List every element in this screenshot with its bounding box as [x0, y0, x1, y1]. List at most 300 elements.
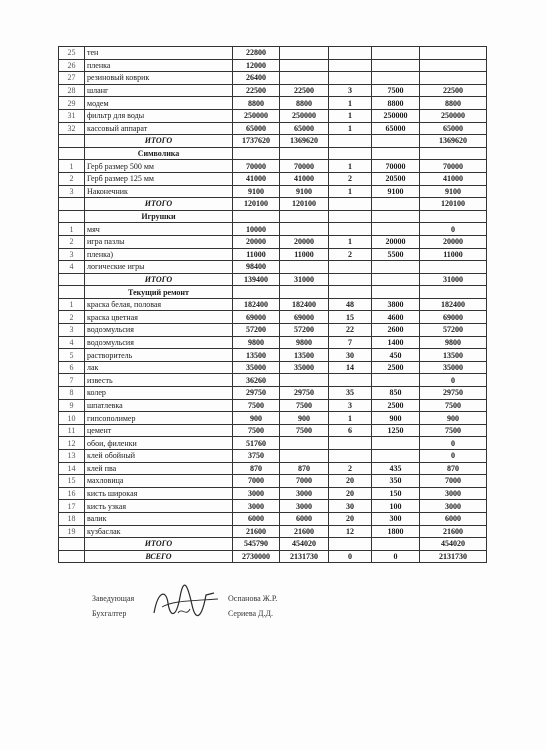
total-label-cell: ИТОГО [85, 198, 233, 211]
value-cell-c3 [329, 72, 372, 85]
value-cell-c5: 120100 [420, 198, 487, 211]
value-cell-c3 [329, 47, 372, 60]
table-row [59, 273, 487, 286]
value-cell-c1: 900 [233, 412, 280, 425]
item-name-cell: обои, филенки [85, 437, 233, 450]
row-number-cell: 1 [59, 160, 85, 173]
item-name-cell: краска белая, половая [85, 298, 233, 311]
item-name-cell: модем [85, 97, 233, 110]
item-name-cell: водоэмульсия [85, 324, 233, 337]
table-row [59, 450, 487, 463]
value-cell-c3: 12 [329, 525, 372, 538]
empty-cell [233, 147, 280, 160]
value-cell-c4 [372, 450, 420, 463]
table-row [59, 109, 487, 122]
value-cell-c3 [329, 273, 372, 286]
value-cell-c2 [280, 223, 329, 236]
item-name-cell: цемент [85, 424, 233, 437]
value-cell-c4: 7500 [372, 84, 420, 97]
value-cell-c3: 7 [329, 336, 372, 349]
row-number-cell: 32 [59, 122, 85, 135]
value-cell-c2 [280, 72, 329, 85]
value-cell-c2: 250000 [280, 109, 329, 122]
value-cell-c1: 3000 [233, 500, 280, 513]
item-name-cell: валик [85, 512, 233, 525]
total-label-cell: ИТОГО [85, 273, 233, 286]
row-number-cell: 4 [59, 336, 85, 349]
value-cell-c2: 11000 [280, 248, 329, 261]
value-cell-c4: 435 [372, 462, 420, 475]
value-cell-c2: 31000 [280, 273, 329, 286]
value-cell-c5: 900 [420, 412, 487, 425]
value-cell-c5: 22500 [420, 84, 487, 97]
value-cell-c1: 36260 [233, 374, 280, 387]
row-number-cell: 3 [59, 185, 85, 198]
table-row [59, 349, 487, 362]
value-cell-c2: 7000 [280, 475, 329, 488]
value-cell-c5: 8800 [420, 97, 487, 110]
value-cell-c2: 65000 [280, 122, 329, 135]
item-name-cell: игра пазлы [85, 235, 233, 248]
value-cell-c4: 100 [372, 500, 420, 513]
row-number-cell: 7 [59, 374, 85, 387]
value-cell-c3: 3 [329, 399, 372, 412]
value-cell-c5: 65000 [420, 122, 487, 135]
empty-cell [329, 210, 372, 223]
value-cell-c1: 3000 [233, 487, 280, 500]
value-cell-c5: 57200 [420, 324, 487, 337]
value-cell-c5: 69000 [420, 311, 487, 324]
table-row [59, 97, 487, 110]
value-cell-c5: 0 [420, 450, 487, 463]
item-name-cell: махловица [85, 475, 233, 488]
value-cell-c2: 1369620 [280, 135, 329, 148]
table-row [59, 160, 487, 173]
expense-table [58, 46, 487, 563]
value-cell-c3: 1 [329, 122, 372, 135]
value-cell-c5: 41000 [420, 172, 487, 185]
row-number-cell: 28 [59, 84, 85, 97]
row-number-cell: 1 [59, 223, 85, 236]
value-cell-c5 [420, 261, 487, 274]
empty-cell [329, 147, 372, 160]
value-cell-c5: 2131730 [420, 550, 487, 563]
table-row [59, 387, 487, 400]
value-cell-c4: 850 [372, 387, 420, 400]
value-cell-c5: 21600 [420, 525, 487, 538]
value-cell-c1: 8800 [233, 97, 280, 110]
row-number-cell: 2 [59, 235, 85, 248]
value-cell-c4: 150 [372, 487, 420, 500]
total-label-cell: ВСЕГО [85, 550, 233, 563]
value-cell-c5: 35000 [420, 361, 487, 374]
value-cell-c4 [372, 47, 420, 60]
value-cell-c1: 9100 [233, 185, 280, 198]
row-number-cell: 8 [59, 387, 85, 400]
value-cell-c1: 13500 [233, 349, 280, 362]
value-cell-c5: 11000 [420, 248, 487, 261]
value-cell-c5: 13500 [420, 349, 487, 362]
accountant-title: Бухгалтер [92, 609, 127, 618]
value-cell-c5: 7500 [420, 424, 487, 437]
table-row [59, 198, 487, 211]
value-cell-c3: 6 [329, 424, 372, 437]
table-row [59, 462, 487, 475]
value-cell-c4 [372, 273, 420, 286]
value-cell-c3: 30 [329, 349, 372, 362]
row-number-cell [59, 286, 85, 299]
table-row [59, 185, 487, 198]
table-row [59, 59, 487, 72]
value-cell-c4: 0 [372, 550, 420, 563]
value-cell-c2: 6000 [280, 512, 329, 525]
value-cell-c3 [329, 437, 372, 450]
value-cell-c4 [372, 538, 420, 551]
table-row [59, 475, 487, 488]
item-name-cell: гипсополимер [85, 412, 233, 425]
row-number-cell: 15 [59, 475, 85, 488]
value-cell-c4: 65000 [372, 122, 420, 135]
row-number-cell: 10 [59, 412, 85, 425]
row-number-cell [59, 210, 85, 223]
section-title: Текущий ремонт [85, 286, 233, 299]
empty-cell [372, 210, 420, 223]
value-cell-c5: 3000 [420, 500, 487, 513]
value-cell-c1: 139400 [233, 273, 280, 286]
value-cell-c1: 120100 [233, 198, 280, 211]
item-name-cell: кисть широкая [85, 487, 233, 500]
value-cell-c4: 350 [372, 475, 420, 488]
value-cell-c3 [329, 538, 372, 551]
value-cell-c1: 10000 [233, 223, 280, 236]
value-cell-c1: 2730000 [233, 550, 280, 563]
value-cell-c2: 182400 [280, 298, 329, 311]
value-cell-c4 [372, 198, 420, 211]
value-cell-c5: 0 [420, 223, 487, 236]
item-name-cell: Герб размер 125 мм [85, 172, 233, 185]
value-cell-c2: 8800 [280, 97, 329, 110]
value-cell-c3: 1 [329, 160, 372, 173]
value-cell-c5: 454020 [420, 538, 487, 551]
item-name-cell: известь [85, 374, 233, 387]
value-cell-c4: 5500 [372, 248, 420, 261]
row-number-cell: 27 [59, 72, 85, 85]
value-cell-c1: 6000 [233, 512, 280, 525]
value-cell-c4: 8800 [372, 97, 420, 110]
table-row [59, 261, 487, 274]
value-cell-c3: 0 [329, 550, 372, 563]
section-header-row [59, 147, 487, 160]
value-cell-c4: 1400 [372, 336, 420, 349]
value-cell-c4: 20000 [372, 235, 420, 248]
value-cell-c1: 182400 [233, 298, 280, 311]
value-cell-c1: 70000 [233, 160, 280, 173]
value-cell-c4 [372, 59, 420, 72]
value-cell-c2: 454020 [280, 538, 329, 551]
section-header-row [59, 210, 487, 223]
row-number-cell: 31 [59, 109, 85, 122]
value-cell-c1: 69000 [233, 311, 280, 324]
value-cell-c5: 250000 [420, 109, 487, 122]
value-cell-c3: 20 [329, 487, 372, 500]
row-number-cell [59, 273, 85, 286]
value-cell-c3: 30 [329, 500, 372, 513]
value-cell-c5 [420, 47, 487, 60]
table-row [59, 512, 487, 525]
table-row [59, 235, 487, 248]
value-cell-c2 [280, 47, 329, 60]
value-cell-c4 [372, 374, 420, 387]
value-cell-c5: 0 [420, 374, 487, 387]
value-cell-c1: 98400 [233, 261, 280, 274]
empty-cell [372, 286, 420, 299]
value-cell-c4: 2500 [372, 399, 420, 412]
value-cell-c5: 20000 [420, 235, 487, 248]
item-name-cell: тен [85, 47, 233, 60]
value-cell-c2: 20000 [280, 235, 329, 248]
value-cell-c3: 1 [329, 97, 372, 110]
empty-cell [280, 210, 329, 223]
empty-cell [420, 286, 487, 299]
value-cell-c4 [372, 437, 420, 450]
accountant-name: Сериева Д.Д. [228, 609, 273, 618]
row-number-cell: 17 [59, 500, 85, 513]
value-cell-c1: 65000 [233, 122, 280, 135]
row-number-cell [59, 147, 85, 160]
item-name-cell: Наконечник [85, 185, 233, 198]
table-row [59, 500, 487, 513]
value-cell-c1: 35000 [233, 361, 280, 374]
value-cell-c1: 3750 [233, 450, 280, 463]
item-name-cell: кассовый аппарат [85, 122, 233, 135]
row-number-cell [59, 550, 85, 563]
value-cell-c5: 1369620 [420, 135, 487, 148]
value-cell-c1: 11000 [233, 248, 280, 261]
value-cell-c1: 1737620 [233, 135, 280, 148]
row-number-cell: 11 [59, 424, 85, 437]
value-cell-c2: 2131730 [280, 550, 329, 563]
row-number-cell: 4 [59, 261, 85, 274]
row-number-cell: 6 [59, 361, 85, 374]
value-cell-c1: 870 [233, 462, 280, 475]
value-cell-c1: 12000 [233, 59, 280, 72]
value-cell-c5: 870 [420, 462, 487, 475]
value-cell-c1: 7500 [233, 424, 280, 437]
value-cell-c2: 29750 [280, 387, 329, 400]
item-name-cell: колер [85, 387, 233, 400]
table-row [59, 72, 487, 85]
row-number-cell: 16 [59, 487, 85, 500]
value-cell-c4: 450 [372, 349, 420, 362]
item-name-cell: мяч [85, 223, 233, 236]
row-number-cell: 1 [59, 298, 85, 311]
row-number-cell: 25 [59, 47, 85, 60]
empty-cell [372, 147, 420, 160]
row-number-cell: 2 [59, 172, 85, 185]
section-title: Игрушки [85, 210, 233, 223]
table-row [59, 412, 487, 425]
value-cell-c1: 7500 [233, 399, 280, 412]
table-row [59, 248, 487, 261]
empty-cell [280, 286, 329, 299]
value-cell-c3: 2 [329, 172, 372, 185]
table-row [59, 550, 487, 563]
item-name-cell: лак [85, 361, 233, 374]
item-name-cell: фильтр для воды [85, 109, 233, 122]
value-cell-c2: 57200 [280, 324, 329, 337]
value-cell-c4: 20500 [372, 172, 420, 185]
value-cell-c5: 70000 [420, 160, 487, 173]
value-cell-c5: 29750 [420, 387, 487, 400]
value-cell-c3: 22 [329, 324, 372, 337]
value-cell-c5: 7000 [420, 475, 487, 488]
item-name-cell: шпатлевка [85, 399, 233, 412]
value-cell-c2: 7500 [280, 424, 329, 437]
item-name-cell: пленка) [85, 248, 233, 261]
value-cell-c5 [420, 59, 487, 72]
value-cell-c3 [329, 450, 372, 463]
value-cell-c1: 21600 [233, 525, 280, 538]
item-name-cell: растворитель [85, 349, 233, 362]
empty-cell [329, 286, 372, 299]
value-cell-c4: 4600 [372, 311, 420, 324]
table-row [59, 311, 487, 324]
row-number-cell [59, 538, 85, 551]
table-row [59, 487, 487, 500]
empty-cell [420, 210, 487, 223]
item-name-cell: логические игры [85, 261, 233, 274]
item-name-cell: клей обойный [85, 450, 233, 463]
row-number-cell: 19 [59, 525, 85, 538]
value-cell-c2: 120100 [280, 198, 329, 211]
row-number-cell: 14 [59, 462, 85, 475]
item-name-cell: Герб размер 500 мм [85, 160, 233, 173]
value-cell-c4 [372, 223, 420, 236]
row-number-cell [59, 135, 85, 148]
value-cell-c2 [280, 437, 329, 450]
empty-cell [233, 286, 280, 299]
value-cell-c2: 7500 [280, 399, 329, 412]
value-cell-c2: 900 [280, 412, 329, 425]
row-number-cell: 18 [59, 512, 85, 525]
value-cell-c2: 41000 [280, 172, 329, 185]
value-cell-c5: 9100 [420, 185, 487, 198]
value-cell-c3: 2 [329, 248, 372, 261]
value-cell-c2: 870 [280, 462, 329, 475]
head-title: Заведующая [92, 594, 135, 603]
value-cell-c5: 182400 [420, 298, 487, 311]
row-number-cell: 3 [59, 248, 85, 261]
value-cell-c4: 3800 [372, 298, 420, 311]
value-cell-c4: 1800 [372, 525, 420, 538]
value-cell-c4: 250000 [372, 109, 420, 122]
value-cell-c4: 2600 [372, 324, 420, 337]
table-row [59, 84, 487, 97]
value-cell-c3: 14 [329, 361, 372, 374]
row-number-cell [59, 198, 85, 211]
handwritten-signature [148, 583, 228, 623]
value-cell-c2: 3000 [280, 500, 329, 513]
value-cell-c3 [329, 59, 372, 72]
value-cell-c3: 3 [329, 84, 372, 97]
value-cell-c2: 3000 [280, 487, 329, 500]
value-cell-c3: 2 [329, 462, 372, 475]
value-cell-c2: 13500 [280, 349, 329, 362]
table-row [59, 525, 487, 538]
value-cell-c3: 1 [329, 235, 372, 248]
total-label-cell: ИТОГО [85, 135, 233, 148]
head-name: Оспанова Ж.Р. [228, 594, 278, 603]
row-number-cell: 13 [59, 450, 85, 463]
table-row [59, 135, 487, 148]
item-name-cell: кузбаслак [85, 525, 233, 538]
value-cell-c3 [329, 223, 372, 236]
value-cell-c2 [280, 450, 329, 463]
table-row [59, 399, 487, 412]
value-cell-c4: 300 [372, 512, 420, 525]
value-cell-c3: 1 [329, 185, 372, 198]
value-cell-c1: 57200 [233, 324, 280, 337]
value-cell-c1: 26400 [233, 72, 280, 85]
value-cell-c5: 9800 [420, 336, 487, 349]
table-row [59, 298, 487, 311]
value-cell-c1: 250000 [233, 109, 280, 122]
section-title: Символика [85, 147, 233, 160]
value-cell-c5: 6000 [420, 512, 487, 525]
table-row [59, 122, 487, 135]
row-number-cell: 3 [59, 324, 85, 337]
value-cell-c3: 15 [329, 311, 372, 324]
value-cell-c1: 22800 [233, 47, 280, 60]
value-cell-c1: 51760 [233, 437, 280, 450]
value-cell-c4 [372, 135, 420, 148]
item-name-cell: шланг [85, 84, 233, 97]
table-row [59, 437, 487, 450]
value-cell-c3: 35 [329, 387, 372, 400]
item-name-cell: пленка [85, 59, 233, 72]
value-cell-c2: 21600 [280, 525, 329, 538]
value-cell-c2 [280, 261, 329, 274]
table-row [59, 172, 487, 185]
row-number-cell: 9 [59, 399, 85, 412]
value-cell-c2: 70000 [280, 160, 329, 173]
value-cell-c5: 7500 [420, 399, 487, 412]
row-number-cell: 29 [59, 97, 85, 110]
table-row [59, 223, 487, 236]
value-cell-c4: 900 [372, 412, 420, 425]
item-name-cell: краска цветная [85, 311, 233, 324]
value-cell-c3: 20 [329, 475, 372, 488]
row-number-cell: 12 [59, 437, 85, 450]
table-row [59, 374, 487, 387]
value-cell-c3: 1 [329, 109, 372, 122]
table-row [59, 336, 487, 349]
value-cell-c1: 7000 [233, 475, 280, 488]
value-cell-c3 [329, 261, 372, 274]
value-cell-c4: 2500 [372, 361, 420, 374]
value-cell-c5: 3000 [420, 487, 487, 500]
empty-cell [233, 210, 280, 223]
value-cell-c4: 70000 [372, 160, 420, 173]
row-number-cell: 26 [59, 59, 85, 72]
value-cell-c3 [329, 374, 372, 387]
value-cell-c3: 48 [329, 298, 372, 311]
value-cell-c5: 0 [420, 437, 487, 450]
value-cell-c2 [280, 374, 329, 387]
value-cell-c3 [329, 135, 372, 148]
value-cell-c2: 9100 [280, 185, 329, 198]
value-cell-c4: 9100 [372, 185, 420, 198]
